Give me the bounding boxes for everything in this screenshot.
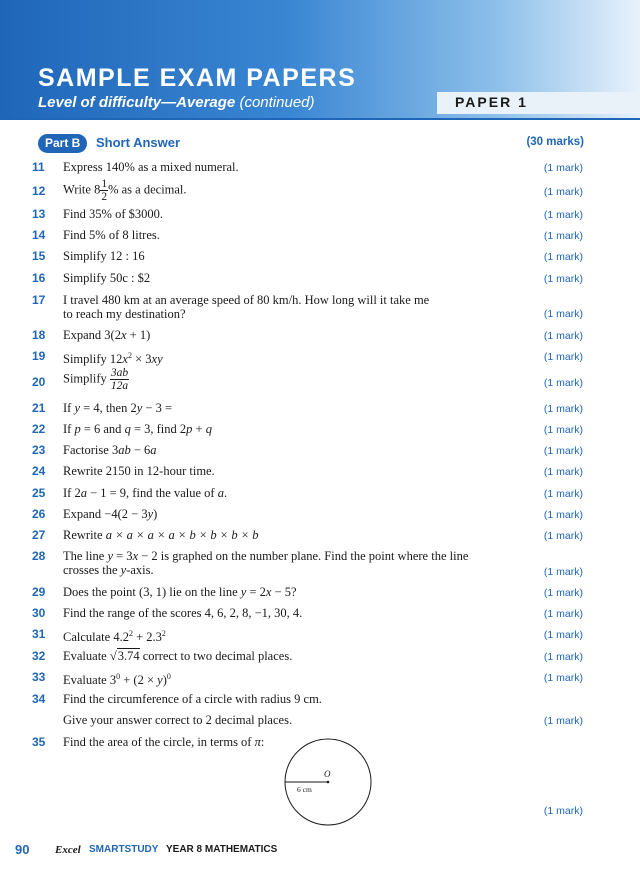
text-segment: Simplify 50c : $2 [63,271,151,285]
question-number: 17 [32,293,46,307]
question-text [63,443,157,457]
fraction [110,367,129,392]
part-heading [38,134,584,154]
question-text [63,507,157,521]
exponent: 2 [161,629,166,638]
center-label: O [324,769,331,779]
text-segment: If [63,422,75,436]
question-mark: (1 mark) [543,629,583,641]
text-segment: Evaluate [63,649,110,663]
question-mark: (1 mark) [543,273,583,285]
question-number: 32 [32,649,46,663]
exponent: 0 [166,672,171,681]
text-segment: The line [63,549,108,563]
text-segment: to reach my destination? [63,307,186,321]
text-segment: % as a decimal. [108,182,187,197]
text-segment: + (2 × [120,673,158,688]
question-mark: (1 mark) [543,377,583,389]
text-segment: = 3, find 2 [130,422,187,436]
variable: x [265,585,272,599]
header-subtitle [38,94,315,111]
variable: y [157,673,163,688]
fraction-numerator: 1 [101,178,108,190]
circle-diagram [283,737,373,827]
text-segment: correct to two decimal places. [139,649,293,663]
text-segment: = 4, then 2 [80,401,137,415]
sqrt-radicand: 3.74 [117,649,140,663]
text-segment: Evaluate 3 [63,673,117,688]
footer-subject: YEAR 8 MATHEMATICS [166,844,278,855]
question-text [63,606,302,620]
text-segment: : [260,735,265,749]
question-number: 28 [32,549,46,563]
paper-label: PAPER 1 [455,94,528,110]
question-mark: (1 mark) [543,530,583,542]
text-segment: − 6 [130,443,151,457]
question-text [63,627,166,644]
page-footer [0,842,640,860]
variable: x [122,352,128,367]
variable: y [120,563,127,577]
question-mark: (1 mark) [543,403,583,415]
variable: p [186,422,193,436]
question-mark: (1 mark) [543,672,583,684]
text-segment: Express 140% as a mixed numeral. [63,160,239,174]
question-mark: (1 mark) [543,162,583,174]
text-segment: Factorise 3 [63,443,119,457]
question-number: 35 [32,735,46,749]
fraction [100,178,108,203]
question-text [63,401,172,415]
variable: q [205,422,212,436]
exponent: 2 [127,351,132,360]
variable: y [136,401,143,415]
variable: y [147,507,154,521]
question-mark: (1 mark) [543,509,583,521]
question-text [63,293,429,321]
center-point [327,781,330,784]
question-mark: (1 mark) [543,424,583,436]
question-text [63,249,145,263]
question-mark: (1 mark) [543,308,583,320]
question-text [63,178,187,203]
text-segment: + 1) [126,328,151,342]
question-text [63,328,150,342]
question-text [63,422,212,436]
part-badge: Part B [38,134,87,153]
question-mark: (1 mark) [543,715,583,727]
text-segment: − 2 is graphed on the number plane. Find the point where the line [138,549,469,563]
exponent: 0 [116,672,121,681]
question-mark: (1 mark) [543,566,583,578]
question-number: 27 [32,528,46,542]
page-number: 90 [15,842,30,857]
text-segment: Find 5% of 8 litres. [63,228,160,242]
variable: y [107,549,113,563]
paper-label-box [437,92,640,114]
text-segment: If [63,401,75,415]
text-segment: Rewrite [63,528,106,542]
question-number: 22 [32,422,46,436]
variable: q [124,422,131,436]
question-number: 33 [32,670,46,684]
question-number: 26 [32,507,46,521]
question-mark: (1 mark) [543,186,583,198]
question-text [63,160,239,174]
question-number: 19 [32,349,46,363]
text-segment: − 1 = 9, find the value of [86,486,218,500]
text-segment: ) [153,507,158,521]
text-segment: − 3 = [142,401,173,415]
text-segment: Find 35% of $3000. [63,207,163,221]
text-segment: Find the area of the circle, in terms of [63,735,255,749]
fraction-numerator: 3ab [110,367,129,379]
question-text [63,549,468,577]
question-text [63,670,171,687]
sqrt-symbol: √ [109,649,117,663]
question-text [63,689,322,731]
text-segment: ) [162,673,167,688]
text-segment: = 6 and [80,422,125,436]
header-rule [0,118,640,120]
variable: ab [118,443,131,457]
variable: xy [151,352,163,367]
text-segment: crosses the [63,563,121,577]
radius-label: 6 cm [297,785,312,794]
question-number: 12 [32,184,46,198]
question-text [63,228,160,242]
question-number: 30 [32,606,46,620]
question-mark: (1 mark) [543,230,583,242]
question-text [63,735,264,749]
variable: a × a × a × a × b × b × b × b [105,528,259,542]
text-segment: Write 8 [63,182,101,197]
question-number: 21 [32,401,46,415]
header-title: SAMPLE EXAM PAPERS [38,64,357,92]
text-segment: Find the range of the scores 4, 6, 2, 8, −1, 30, 4. [63,606,303,620]
text-segment: Give your answer correct to 2 decimal places. [63,713,293,727]
question-number: 20 [32,375,46,389]
text-segment: − 5? [271,585,297,599]
question-mark: (1 mark) [543,805,583,817]
exponent: 2 [128,629,133,638]
text-segment: Expand 3(2 [63,328,121,342]
text-segment: Rewrite 2150 in 12-hour time. [63,464,215,478]
question-mark: (1 mark) [543,608,583,620]
question-text [63,207,163,221]
text-segment: Simplify 12 [63,352,123,367]
question-mark: (1 mark) [543,330,583,342]
fraction-denominator: 12a [110,380,129,392]
question-number: 29 [32,585,46,599]
question-number: 13 [32,207,46,221]
question-mark: (1 mark) [543,351,583,363]
fraction-denominator: 2 [101,191,108,203]
text-segment: × 3 [131,352,152,367]
question-text [63,271,150,285]
text-segment: + 2.3 [132,630,162,645]
variable: π [254,735,261,749]
question-mark: (1 mark) [543,651,583,663]
question-text [63,649,292,663]
text-segment: = 3 [113,549,133,563]
question-number: 16 [32,271,46,285]
variable: x [120,328,127,342]
question-text [63,349,163,366]
variable: y [240,585,247,599]
question-mark: (1 mark) [543,466,583,478]
question-number: 18 [32,328,46,342]
text-segment: If 2 [63,486,81,500]
page-header [0,0,640,118]
text-segment: + [192,422,206,436]
variable: a [150,443,157,457]
text-segment: Simplify 12 : 16 [63,249,145,263]
question-text [63,528,259,542]
question-mark: (1 mark) [543,251,583,263]
text-segment: . [223,486,228,500]
question-number: 15 [32,249,46,263]
question-text [63,585,297,599]
text-segment: I travel 480 km at an average speed of 80 km/h. How long will it take me [63,293,430,307]
question-number: 11 [32,160,45,174]
text-segment: Find the circumference of a circle with radius 9 cm. [63,692,322,706]
question-number: 23 [32,443,46,457]
part-title: Short Answer [96,135,181,150]
question-number: 25 [32,486,46,500]
question-number: 14 [32,228,46,242]
text-segment: Expand −4(2 − 3 [63,507,148,521]
question-mark: (1 mark) [543,445,583,457]
question-mark: (1 mark) [543,587,583,599]
question-number: 24 [32,464,46,478]
text-segment: -axis. [126,563,154,577]
text-segment: Does the point (3, 1) lie on the line [63,585,241,599]
part-marks: (30 marks) [526,136,584,148]
question-text [63,486,227,500]
variable: p [74,422,81,436]
text-segment: Simplify [63,371,110,386]
variable: a [217,486,224,500]
variable: a [80,486,87,500]
question-number: 31 [32,627,46,641]
question-number: 34 [32,692,46,706]
question-text [63,367,129,392]
variable: y [74,401,81,415]
question-mark: (1 mark) [543,488,583,500]
footer-series: SMARTSTUDY [89,844,159,855]
variable: x [132,549,139,563]
continued-label: (continued) [235,94,315,111]
footer-brand: Excel [55,844,81,856]
difficulty-label: Level of difficulty—Average [38,94,236,111]
question-text [63,464,215,478]
text-segment: = 2 [246,585,266,599]
question-mark: (1 mark) [543,209,583,221]
text-segment: Calculate 4.2 [63,630,129,645]
